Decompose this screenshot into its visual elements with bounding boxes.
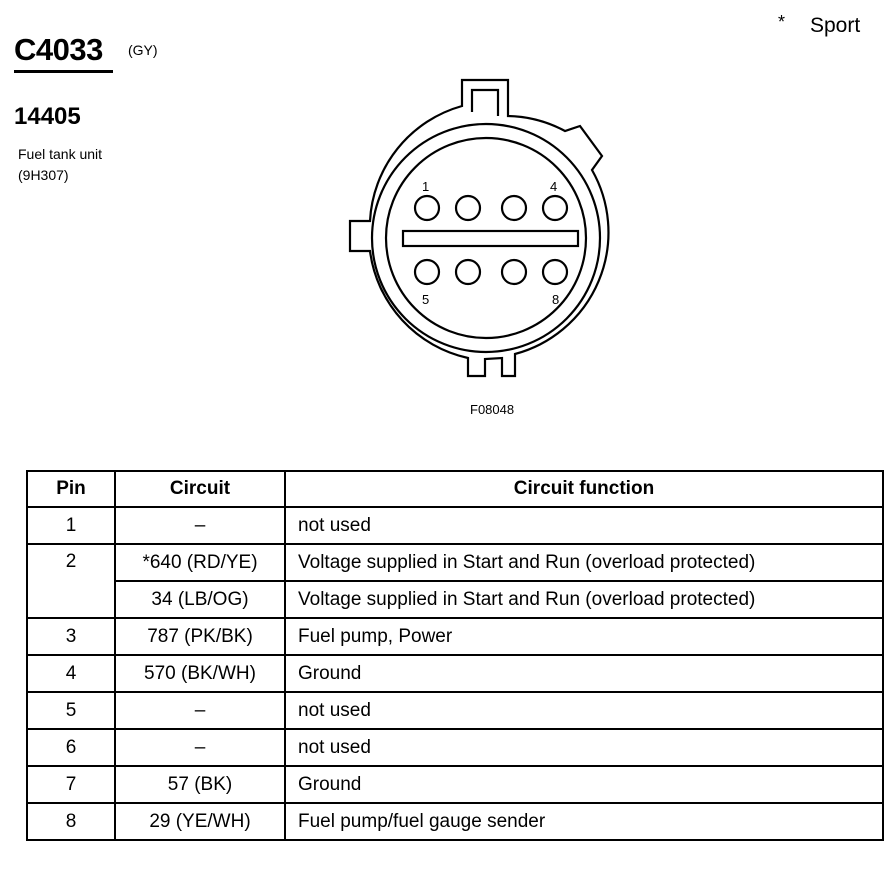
pin-cavity-5 [415, 260, 439, 284]
circuit-cell: – [115, 692, 285, 729]
connector-color: (GY) [128, 42, 158, 58]
pin-cavity-3 [502, 196, 526, 220]
circuit-cell: 57 (BK) [115, 766, 285, 803]
pin-cavity-1 [415, 196, 439, 220]
connector-id: C4033 [14, 32, 103, 67]
table-row [27, 581, 883, 618]
table-row [27, 729, 883, 766]
header-pin: Pin [27, 471, 115, 507]
circuit-cell: 29 (YE/WH) [115, 803, 285, 840]
circuit-cell: 570 (BK/WH) [115, 655, 285, 692]
pin-table [26, 470, 884, 841]
part-number: 14405 [14, 103, 81, 130]
pin-cavity-2 [456, 196, 480, 220]
function-cell: Ground [285, 766, 883, 803]
note-text: Sport [810, 14, 861, 37]
circuit-cell: – [115, 507, 285, 544]
pin-cell: 8 [27, 803, 115, 840]
part-code: (9H307) [18, 167, 69, 183]
table-row [27, 618, 883, 655]
pin-label-1: 1 [422, 179, 430, 194]
note-symbol: * [778, 12, 786, 32]
function-cell: not used [285, 692, 883, 729]
circuit-cell: *640 (RD/YE) [115, 544, 285, 581]
table-row [27, 544, 883, 581]
connector-face [386, 138, 586, 338]
circuit-cell: – [115, 729, 285, 766]
table-row [27, 692, 883, 729]
table-row [27, 803, 883, 840]
pin-cavity-7 [502, 260, 526, 284]
table-row [27, 766, 883, 803]
pin-cell: 6 [27, 729, 115, 766]
circuit-cell: 787 (PK/BK) [115, 618, 285, 655]
pin-label-8: 8 [552, 292, 560, 307]
connector-face-diagram [340, 76, 620, 396]
pin-cell: 2 [27, 544, 115, 618]
pin-cavity-4 [543, 196, 567, 220]
table-row [27, 655, 883, 692]
circuit-cell: 34 (LB/OG) [115, 581, 285, 618]
function-cell: Ground [285, 655, 883, 692]
function-cell: Fuel pump/fuel gauge sender [285, 803, 883, 840]
pin-cell: 4 [27, 655, 115, 692]
function-cell: Voltage supplied in Start and Run (overload protected) [285, 544, 883, 581]
header-circuit: Circuit [115, 471, 285, 507]
pin-cell: 1 [27, 507, 115, 544]
pin-cavity-6 [456, 260, 480, 284]
function-cell: Voltage supplied in Start and Run (overload protected) [285, 581, 883, 618]
pin-label-5: 5 [422, 292, 430, 307]
header-circuit-function: Circuit function [285, 471, 883, 507]
housing-ring [372, 124, 600, 352]
pin-cell: 5 [27, 692, 115, 729]
pin-label-4: 4 [550, 179, 558, 194]
function-cell: not used [285, 729, 883, 766]
figure-code: F08048 [470, 402, 515, 417]
function-cell: not used [285, 507, 883, 544]
pin-cell: 7 [27, 766, 115, 803]
pin-cavity-8 [543, 260, 567, 284]
table-header-row [27, 471, 883, 507]
key-bar [403, 231, 578, 246]
function-cell: Fuel pump, Power [285, 618, 883, 655]
part-description-block [18, 144, 102, 186]
table-row [27, 507, 883, 544]
connector-id-underline [14, 70, 113, 73]
part-description: Fuel tank unit [18, 146, 103, 162]
latch-inner [472, 90, 498, 116]
pin-cell: 3 [27, 618, 115, 655]
